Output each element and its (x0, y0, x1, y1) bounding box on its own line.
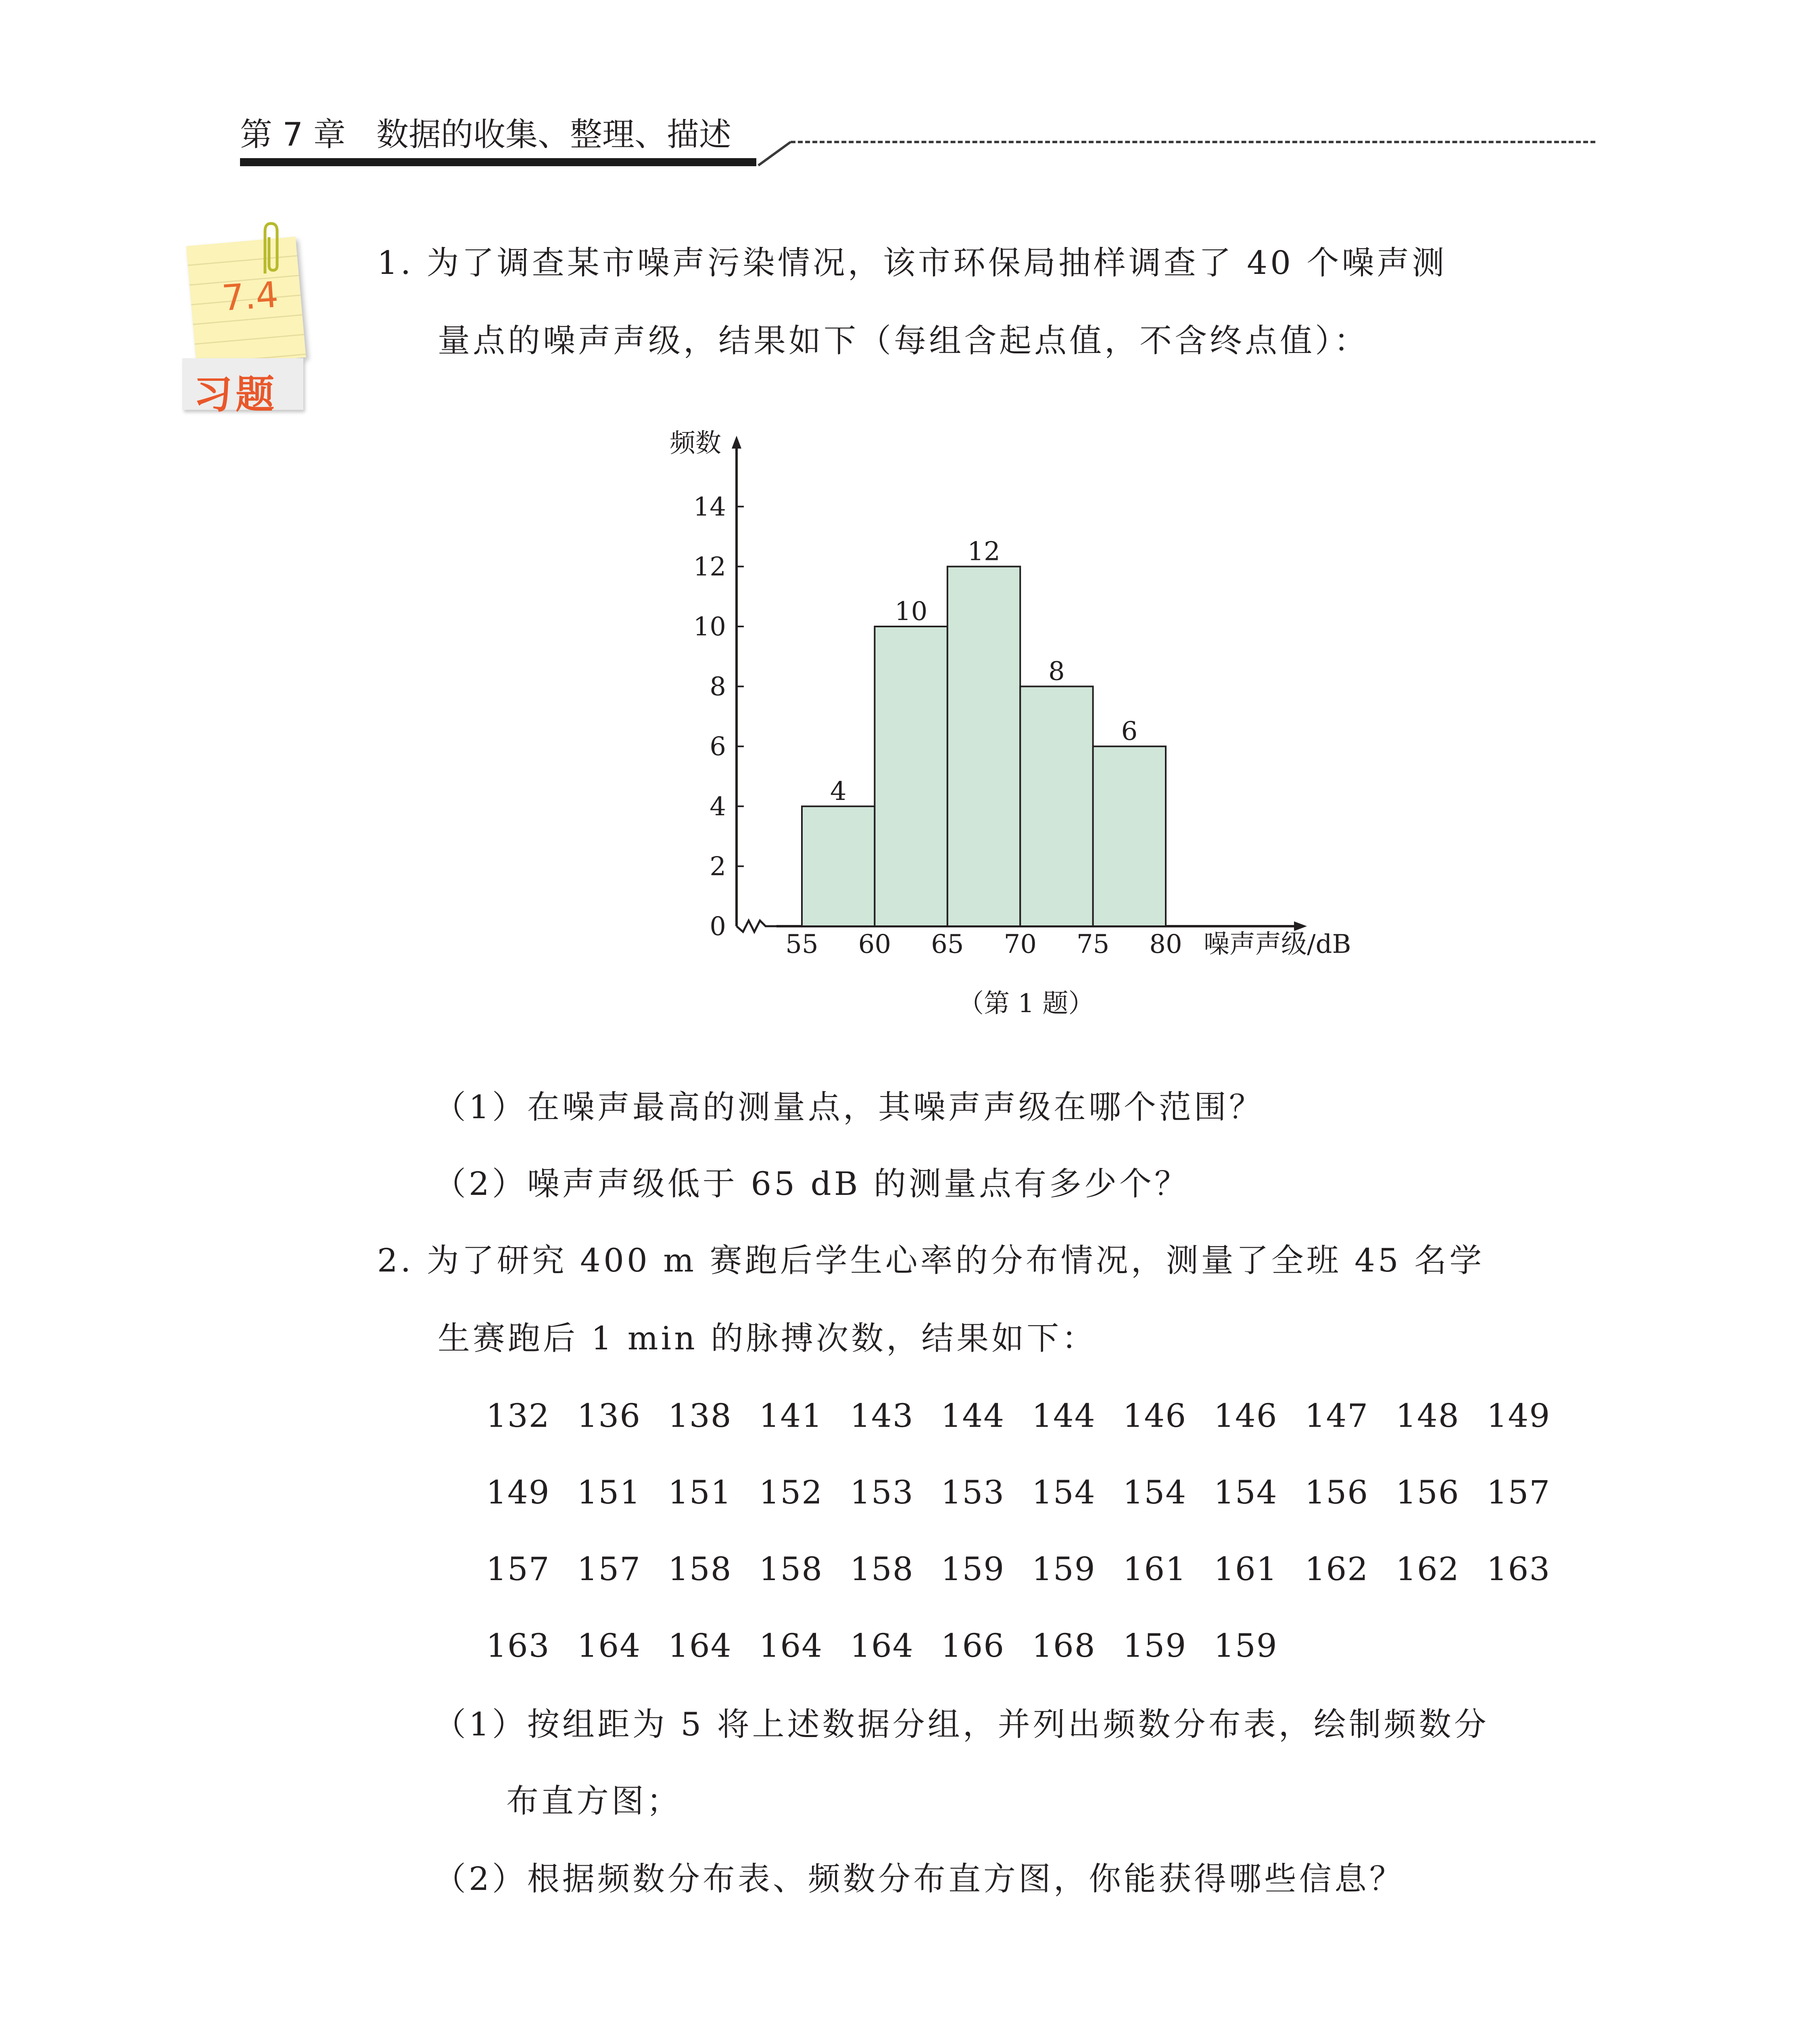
data-cell: 166 (941, 1627, 1005, 1664)
data-cell: 163 (1486, 1550, 1551, 1588)
data-cell: 164 (759, 1627, 823, 1664)
problem1-line1: 1. 为了调查某市噪声污染情况，该市环保局抽样调查了 40 个噪声测 (377, 244, 1447, 282)
histogram-bar (1093, 746, 1166, 926)
y-axis-arrow (732, 436, 741, 449)
bar-value-label: 6 (1121, 716, 1138, 747)
exercise-label: 习题 (194, 372, 278, 417)
data-cell: 163 (486, 1627, 550, 1664)
problem1-question1: （1）在噪声最高的测量点，其噪声声级在哪个范围？ (434, 1088, 1264, 1126)
data-cell: 144 (1032, 1397, 1096, 1434)
data-cell: 146 (1123, 1397, 1187, 1434)
x-tick-label: 80 (1149, 929, 1182, 959)
data-cell: 158 (850, 1550, 914, 1588)
data-cell: 143 (850, 1397, 914, 1434)
data-cell: 159 (1214, 1627, 1278, 1664)
data-cell: 156 (1396, 1474, 1460, 1511)
data-cell: 153 (941, 1474, 1005, 1511)
data-cell: 159 (1032, 1550, 1096, 1588)
data-cell: 153 (850, 1474, 914, 1511)
histogram-bar (948, 566, 1020, 926)
data-cell: 161 (1123, 1550, 1187, 1588)
data-cell: 132 (486, 1397, 550, 1434)
data-cell: 147 (1304, 1397, 1369, 1434)
data-cell: 154 (1123, 1474, 1187, 1511)
problem2-question2: （2）根据频数分布表、频数分布直方图，你能获得哪些信息？ (434, 1860, 1405, 1898)
y-tick-label: 12 (693, 552, 726, 582)
data-cell: 148 (1396, 1397, 1460, 1434)
histogram-bar (802, 806, 875, 926)
data-cell: 149 (486, 1474, 550, 1511)
problem1-line2: 量点的噪声声级，结果如下（每组含起点值，不含终点值）： (438, 322, 1369, 359)
data-cell: 157 (1486, 1474, 1551, 1511)
histogram-bar (875, 626, 947, 926)
data-cell: 162 (1396, 1550, 1460, 1588)
bar-value-label: 10 (894, 597, 928, 626)
paperclip-icon (257, 221, 285, 278)
y-tick-label: 14 (693, 492, 726, 522)
problem2-line1: 2. 为了研究 400 m 赛跑后学生心率的分布情况，测量了全班 45 名学 (377, 1242, 1485, 1279)
data-cell: 157 (486, 1550, 550, 1588)
data-cell: 136 (577, 1397, 641, 1434)
exercise-badge (182, 221, 311, 417)
y-tick-label: 0 (710, 912, 726, 942)
data-cell: 164 (850, 1627, 914, 1664)
data-cell: 141 (759, 1397, 823, 1434)
data-cell: 149 (1486, 1397, 1551, 1434)
section-number: 7.4 (220, 274, 280, 319)
y-tick-label: 4 (710, 791, 726, 822)
x-axis-label: 噪声声级/dB (1204, 929, 1351, 959)
bar-value-label: 4 (830, 776, 847, 806)
header-underline (240, 158, 756, 166)
data-cell: 154 (1032, 1474, 1096, 1511)
axis-break-icon (737, 921, 776, 932)
problem2-question1-line1: （1）按组距为 5 将上述数据分组，并列出频数分布表，绘制频数分 (434, 1706, 1489, 1743)
y-tick-label: 2 (710, 852, 726, 882)
header-slant-line (756, 133, 793, 167)
x-tick-label: 60 (858, 929, 891, 959)
bar-value-label: 8 (1048, 656, 1065, 687)
data-cell: 168 (1032, 1627, 1096, 1664)
data-cell: 159 (1123, 1627, 1187, 1664)
data-cell: 151 (577, 1474, 641, 1511)
problem2-line2: 生赛跑后 1 min 的脉搏次数，结果如下： (438, 1320, 1097, 1357)
histogram-bar (1020, 687, 1093, 926)
data-cell: 152 (759, 1474, 823, 1511)
data-cell: 159 (941, 1550, 1005, 1588)
y-axis-label: 频数 (670, 428, 721, 458)
data-cell: 157 (577, 1550, 641, 1588)
problem2-question1-line2: 布直方图； (506, 1782, 682, 1820)
x-tick-label: 70 (1004, 929, 1037, 959)
x-tick-label: 65 (931, 929, 964, 959)
data-cell: 146 (1214, 1397, 1278, 1434)
x-tick-label: 55 (785, 929, 818, 959)
data-cell: 144 (941, 1397, 1005, 1434)
data-cell: 154 (1214, 1474, 1278, 1511)
data-cell: 158 (668, 1550, 732, 1588)
data-cell: 164 (668, 1627, 732, 1664)
data-cell: 151 (668, 1474, 732, 1511)
figure-caption: （第 1 题） (958, 989, 1094, 1019)
x-tick-label: 75 (1076, 929, 1110, 959)
problem1-question2: （2）噪声声级低于 65 dB 的测量点有多少个？ (434, 1165, 1190, 1203)
y-tick-label: 6 (710, 732, 726, 762)
y-tick-label: 8 (710, 672, 726, 702)
header-dashed-rule (791, 141, 1595, 143)
data-cell: 161 (1214, 1550, 1278, 1588)
exercise-label-tag (182, 358, 303, 417)
data-cell: 162 (1304, 1550, 1369, 1588)
data-cell: 164 (577, 1627, 641, 1664)
chapter-header: 第 7 章 数据的收集、整理、描述 (240, 116, 732, 153)
data-cell: 156 (1304, 1474, 1369, 1511)
noise-histogram (629, 428, 1396, 1033)
data-cell: 158 (759, 1550, 823, 1588)
y-tick-label: 10 (693, 612, 726, 642)
data-cell: 138 (668, 1397, 732, 1434)
bar-value-label: 12 (967, 537, 1000, 567)
